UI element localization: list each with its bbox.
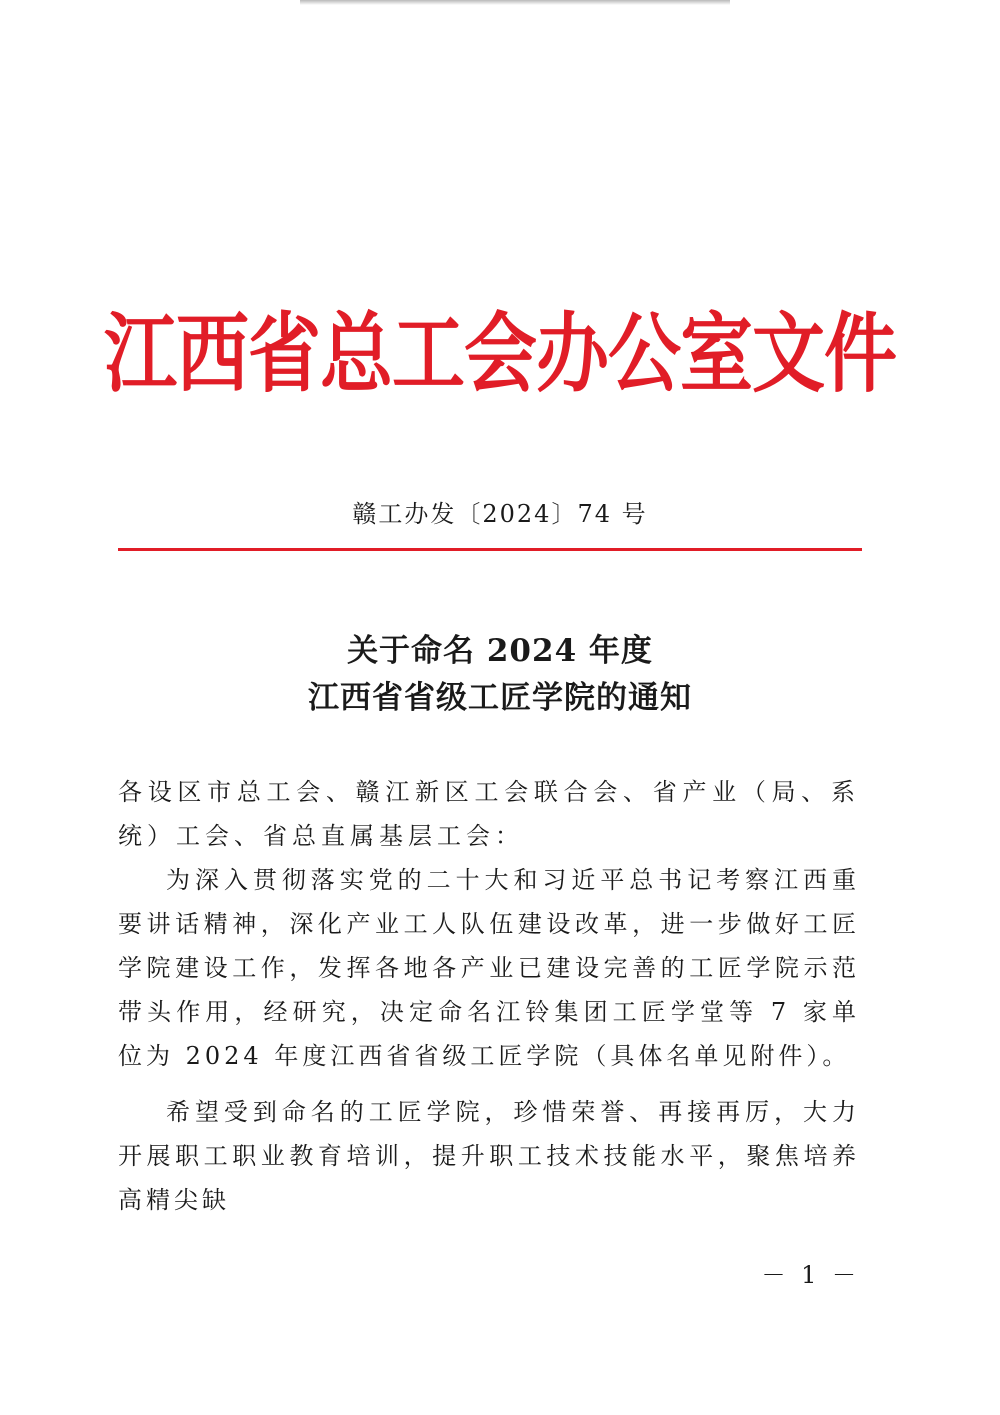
body-paragraph: 为深入贯彻落实党的二十大和习近平总书记考察江西重要讲话精神，深化产业工人队伍建设改革，进一步做好工匠学院建设工作，发挥各地各产业已建设完善的工匠学院示范带头作用，经研究，决定命名江铃集团工匠学堂等 7 家单位为 2024 年度江西省省级工匠学院（具体名单见附件）。 <box>118 866 860 1070</box>
page-number: － 1 － <box>761 1261 860 1289</box>
title-line-1: 关于命名 2024 年度 <box>347 633 653 669</box>
document-masthead: 江西省总工会办公室文件 <box>104 304 896 405</box>
red-divider-line <box>118 548 862 551</box>
document-number: 赣工办发〔2024〕74 号 <box>352 500 648 528</box>
title-line-2: 江西省省级工匠学院的通知 <box>308 680 692 716</box>
addressee: 各设区市总工会、赣江新区工会联合会、省产业（局、系统）工会、省总直属基层工会： <box>118 778 860 850</box>
scan-shadow <box>300 0 730 5</box>
document-title <box>0 628 1000 722</box>
body-paragraph: 希望受到命名的工匠学院，珍惜荣誉、再接再厉，大力开展职工职业教育培训，提升职工技术技能水平，聚焦培养高精尖缺 <box>118 1098 860 1214</box>
